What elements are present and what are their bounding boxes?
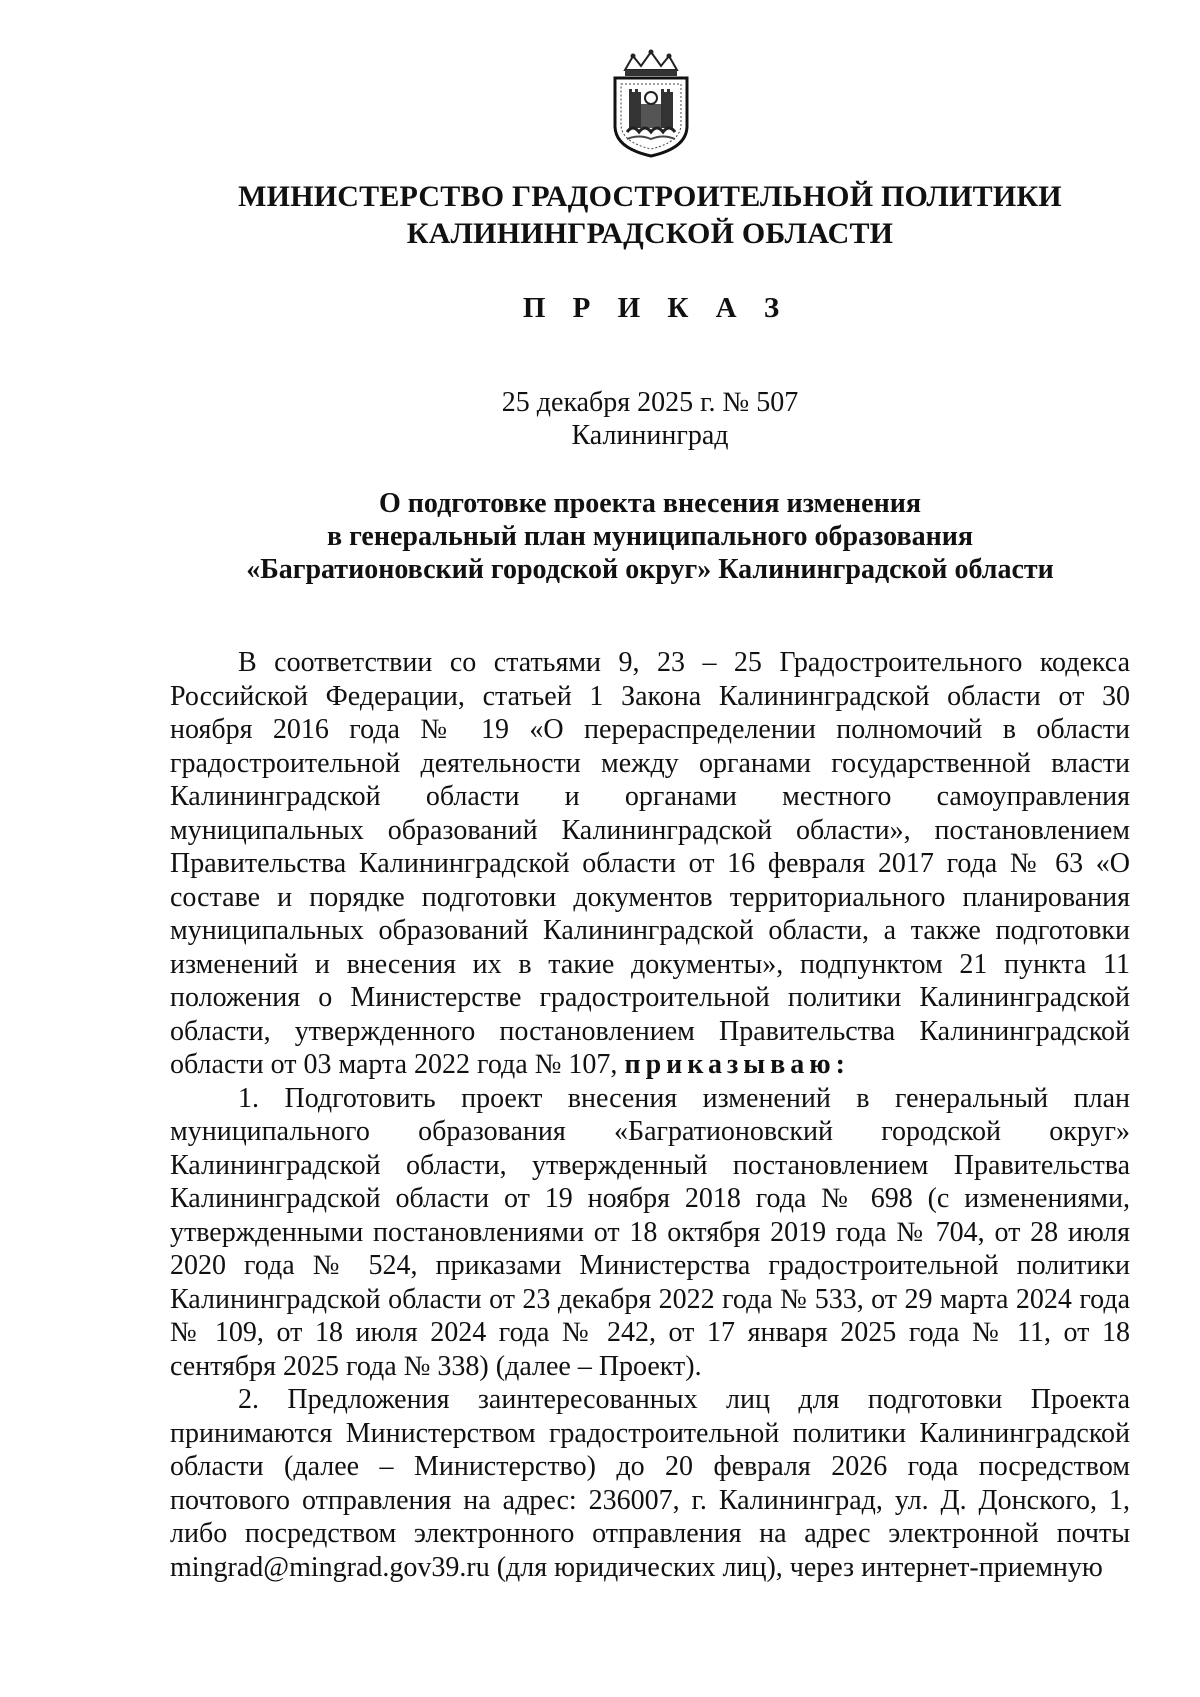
title-line-1: О подготовке проекта внесения изменения [378, 488, 922, 519]
city-name: Калининград [571, 420, 729, 451]
preamble-paragraph [170, 646, 1130, 1082]
item-2-paragraph [170, 1383, 1130, 1584]
order-verb: приказываю: [624, 1049, 850, 1080]
ministry-name [170, 178, 1130, 252]
date-and-number: 25 декабря 2025 г. № 507 [501, 387, 799, 418]
coat-of-arms-emblem [603, 48, 699, 160]
ministry-line-1: МИНИСТЕРСТВО ГРАДОСТРОИТЕЛЬНОЙ ПОЛИТИКИ [238, 180, 1062, 213]
ministry-line-2: КАЛИНИНГРАДСКОЙ ОБЛАСТИ [406, 217, 894, 250]
email-link[interactable]: mingrad@mingrad.gov39.ru [170, 1551, 490, 1583]
preamble-text: В соответствии со статьями 9, 23 – 25 Градостроительного кодекса Российской Федерации, статьей 1 Закона Калининградской области от 30 ноября 2016 года № 19 «О перераспределении полномочий в области градостроительной деятельности между органами государственной власти Калининградской области и органами местного самоуправления муниципальных образований Калининградской области», постановлением Правительства Калининградской области от 16 февраля 2017 года № 63 «О составе и порядке подготовки документов территориального планирования муниципальных образований Калининградской области, а также подготовки изменений и внесения их в такие документы», подпунктом 21 пункта 11 положения о Министерстве градостроительной политики Калининградской области, утвержденного постановлением Правительства Калининградской области от 03 марта 2022 года № 107, [170, 647, 1130, 1080]
title-line-2: в генеральный план муниципального образования [326, 521, 974, 552]
item-2-text: 2. Предложения заинтересованных лиц для подготовки Проекта принимаются Министерством градостроительной политики Калининградской области (далее – Министерство) до 20 февраля 2026 года посредством почтового отправления на адрес: 236007, г. Калининград, ул. Д. Донского, 1, либо посредством электронного отправления на адрес электронной почты [170, 1384, 1130, 1549]
document-title [170, 487, 1130, 586]
document-body [170, 646, 1130, 1584]
document-type-heading: П Р И К А З [522, 292, 790, 324]
title-line-3: «Багратионовский городской округ» Калининградской области [246, 554, 1054, 585]
item-2-text-continued: (для юридических лиц), через интернет-приемную [496, 1551, 1103, 1583]
date-place-block [170, 386, 1130, 452]
item-1-paragraph: 1. Подготовить проект внесения изменений в генеральный план муниципального образования «Багратионовский городской округ» Калининградской области, утвержденный постановлением Правительства Калининградской области от 19 ноября 2018 года № 698 (с изменениями, утвержденными постановлениями от 18 октября 2019 года № 704, от 28 июля 2020 года № 524, приказами Министерства градостроительной политики Калининградской области от 23 декабря 2022 года № 533, от 29 марта 2024 года № 109, от 18 июля 2024 года № 242, от 17 января 2025 года № 11, от 18 сентября 2025 года № 338) (далее – Проект). [170, 1082, 1130, 1382]
